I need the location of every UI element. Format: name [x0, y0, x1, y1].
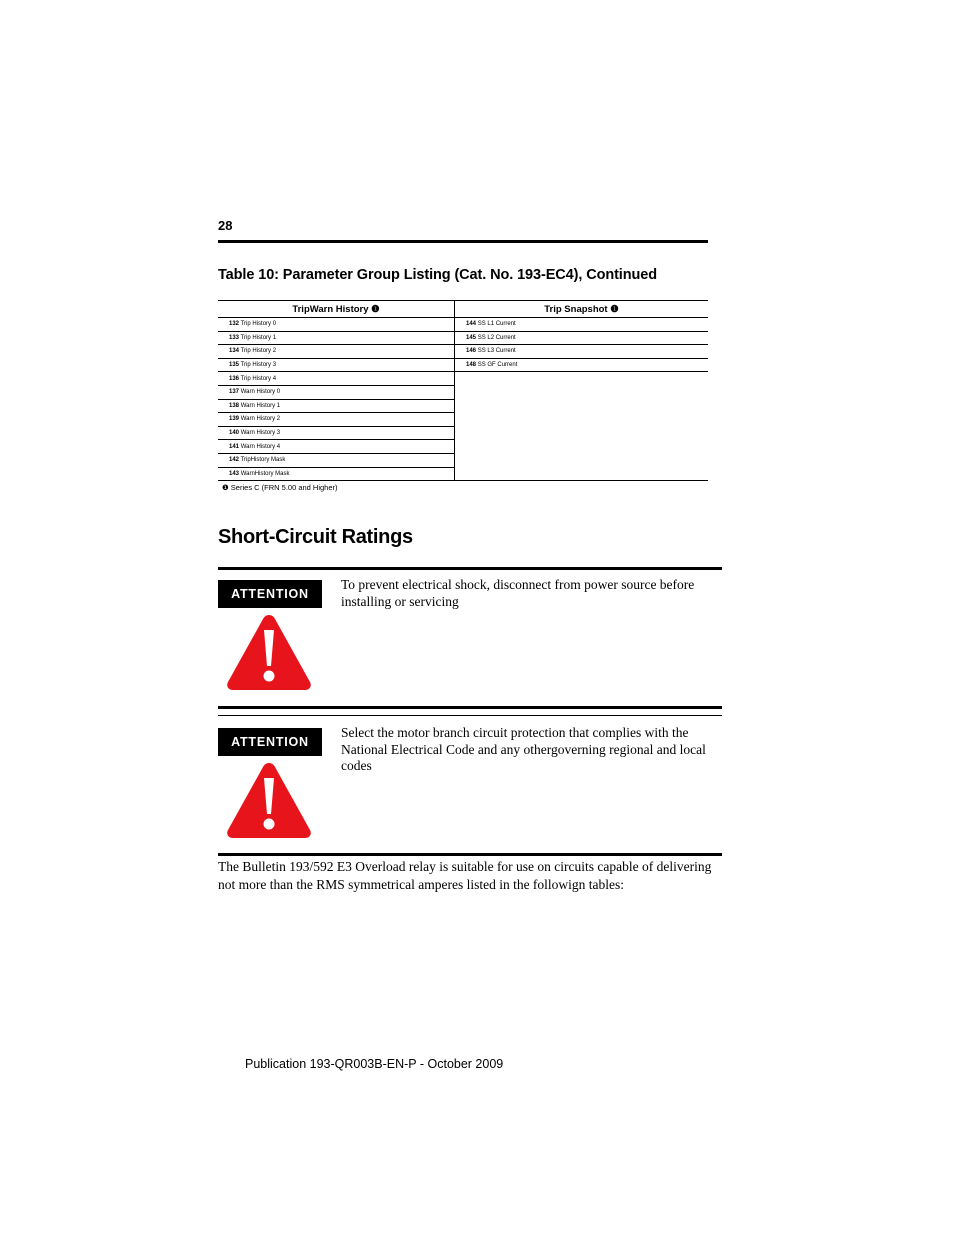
- parameter-name: TripHistory Mask: [240, 457, 286, 464]
- tripwarn-history-cell: [218, 372, 455, 386]
- attention-1-text: To prevent electrical shock, disconnect from power source before installing or servicing: [341, 577, 695, 609]
- body-paragraph: The Bulletin 193/592 E3 Overload relay is suitable for use on circuits capable of delivering not more than the RMS symmetrical amperes listed in the followign tables:: [218, 859, 712, 892]
- attention-1-label: ATTENTION: [218, 580, 322, 608]
- footnote: ❶ Series C (FRN 5.00 and Higher): [222, 483, 338, 492]
- parameter-name: Trip History 4: [240, 375, 277, 382]
- parameter-number: 135: [229, 362, 240, 369]
- parameter-number: 134: [229, 348, 240, 355]
- attention-1-top-rule: [218, 567, 722, 570]
- parameter-name: Trip History 3: [240, 362, 277, 369]
- tripwarn-history-cell: [218, 318, 455, 332]
- parameter-number: 142: [229, 457, 240, 464]
- table-row: [218, 358, 708, 372]
- parameter-number: 138: [229, 402, 240, 409]
- parameter-number: 133: [229, 334, 240, 341]
- table-body: [218, 318, 708, 481]
- table-row: [218, 331, 708, 345]
- parameter-name: Warn History 3: [240, 430, 281, 437]
- warning-triangle-icon: [225, 612, 313, 692]
- parameter-number: 143: [229, 470, 240, 477]
- parameter-number: 139: [229, 416, 240, 423]
- trip-snapshot-cell: [455, 345, 709, 359]
- parameter-name: SS L3 Current: [477, 348, 516, 355]
- tripwarn-history-cell: [218, 331, 455, 345]
- parameter-number: 137: [229, 389, 240, 396]
- tripwarn-history-cell: [218, 440, 455, 454]
- parameter-number: 132: [229, 321, 240, 328]
- parameter-name: Trip History 2: [240, 348, 277, 355]
- attention-2-bottom-rule: [218, 853, 722, 856]
- page-number: 28: [218, 218, 233, 233]
- parameter-name: SS L1 Current: [477, 321, 516, 328]
- header-trip-snapshot: Trip Snapshot ❶: [455, 301, 709, 318]
- section-title: Short-Circuit Ratings: [218, 526, 413, 548]
- parameter-name: SS GF Current: [477, 362, 518, 369]
- tripwarn-history-cell: [218, 426, 455, 440]
- parameter-name: Warn History 1: [240, 402, 281, 409]
- tripwarn-history-cell: [218, 467, 455, 481]
- parameter-name: Trip History 0: [240, 321, 277, 328]
- parameter-number: 136: [229, 375, 240, 382]
- parameter-number: 140: [229, 430, 240, 437]
- tripwarn-history-cell: [218, 413, 455, 427]
- trip-snapshot-cell: [455, 358, 709, 372]
- attention-2-label: ATTENTION: [218, 728, 322, 756]
- attention-2-top-rule-thick: [218, 706, 722, 709]
- tripwarn-history-cell: [218, 453, 455, 467]
- trip-snapshot-cell: [455, 331, 709, 345]
- parameter-name: Trip History 1: [240, 334, 277, 341]
- tripwarn-history-cell: [218, 385, 455, 399]
- table-title: Table 10: Parameter Group Listing (Cat. No. 193-EC4), Continued: [218, 267, 657, 283]
- parameter-number: 146: [466, 348, 477, 355]
- parameter-name: Warn History 2: [240, 416, 281, 423]
- warning-triangle-icon: [225, 760, 313, 840]
- tripwarn-history-cell: [218, 358, 455, 372]
- parameter-number: 141: [229, 443, 240, 450]
- attention-2-text: Select the motor branch circuit protection that complies with the National Electrical Code and any othergoverning regional and local codes: [341, 725, 706, 773]
- tripwarn-history-cell: [218, 345, 455, 359]
- parameter-table: [218, 300, 708, 481]
- attention-2-top-rule-thin: [218, 715, 722, 716]
- parameter-name: Warn History 0: [240, 389, 281, 396]
- parameter-name: SS L2 Current: [477, 334, 516, 341]
- table-row: [218, 345, 708, 359]
- table-row: [218, 318, 708, 332]
- trip-snapshot-cell: [455, 318, 709, 332]
- publication-footer: Publication 193-QR003B-EN-P - October 2009: [245, 1057, 504, 1071]
- trip-snapshot-empty-cell: [455, 372, 709, 481]
- parameter-number: 145: [466, 334, 477, 341]
- parameter-name: Warn History 4: [240, 443, 281, 450]
- header-tripwarn-history: TripWarn History ❶: [218, 301, 455, 318]
- header-rule: [218, 240, 708, 243]
- table-row: [218, 372, 708, 386]
- parameter-name: WarnHistory Mask: [240, 470, 290, 477]
- parameter-number: 148: [466, 362, 477, 369]
- tripwarn-history-cell: [218, 399, 455, 413]
- parameter-number: 144: [466, 321, 477, 328]
